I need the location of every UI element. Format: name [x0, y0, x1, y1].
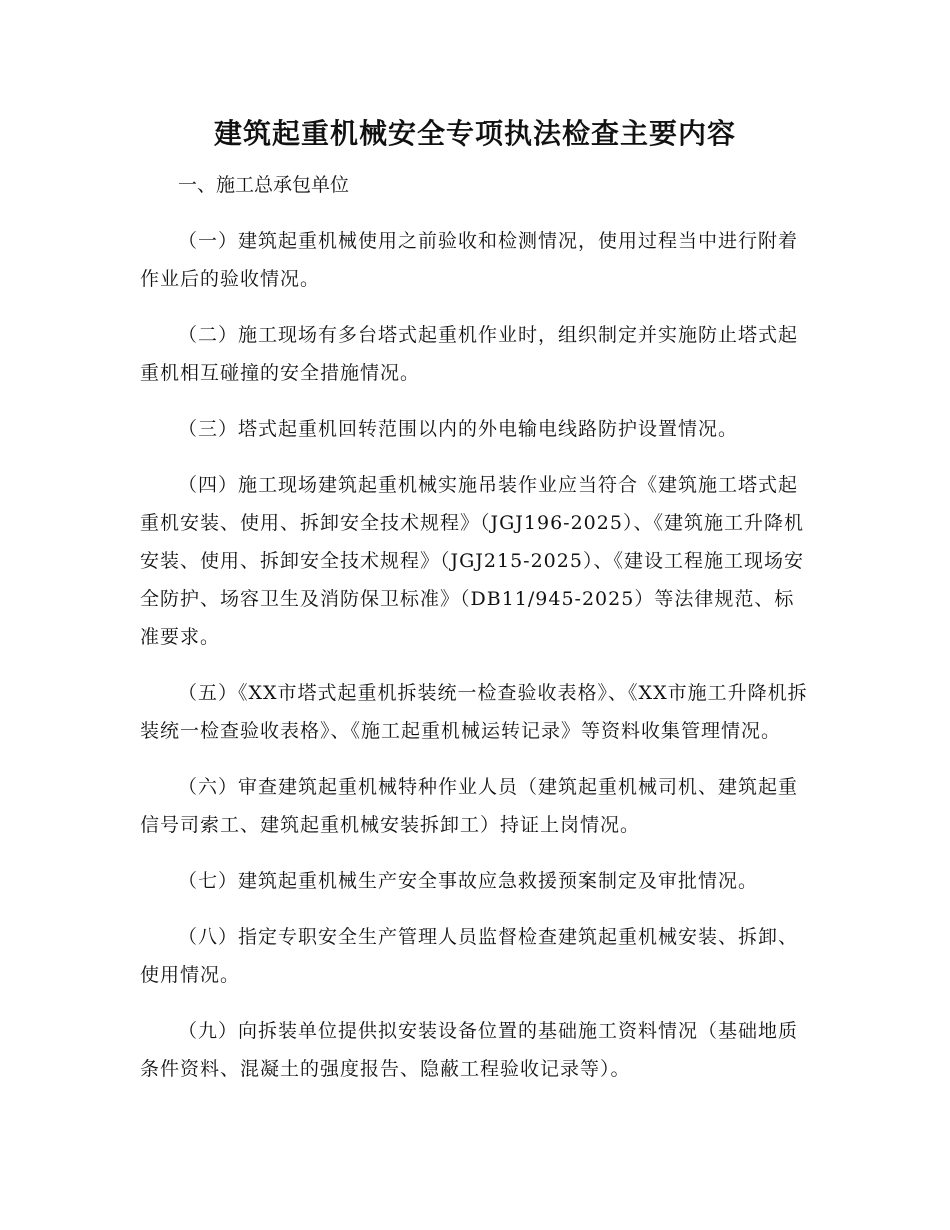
clause-4: （四）施工现场建筑起重机械实施吊装作业应当符合《建筑施工塔式起重机安装、使用、拆卸安全技术规程》（JGJ196-2025）、《建筑施工升降机安装、使用、拆卸安全技术规程》（JGJ215-2025）、《建设工程施工现场安全防护、场容卫生及消防保卫标准》（DB11/945-2025）等法律规范、标准要求。: [140, 474, 804, 648]
document-body: [140, 166, 810, 1088]
clause-6: （六）审查建筑起重机械特种作业人员（建筑起重机械司机、建筑起重信号司索工、建筑起重机械安装拆卸工）持证上岗情况。: [140, 776, 799, 836]
clause-1: （一）建筑起重机械使用之前验收和检测情况，使用过程当中进行附着作业后的验收情况。: [140, 230, 799, 290]
clause-7: （七）建筑起重机械生产安全事故应急救援预案制定及审批情况。: [178, 870, 759, 892]
clause-3: （三）塔式起重机回转范围以内的外电输电线路防护设置情况。: [178, 418, 739, 440]
clause-9: （九）向拆装单位提供拟安装设备位置的基础施工资料情况（基础地质条件资料、混凝土的强度报告、隐蔽工程验收记录等）。: [140, 1020, 799, 1080]
section-heading: 一、施工总承包单位: [178, 174, 350, 196]
clause-8: （八）指定专职安全生产管理人员监督检查建筑起重机械安装、拆卸、使用情况。: [140, 926, 799, 986]
clause-2: （二）施工现场有多台塔式起重机作业时，组织制定并实施防止塔式起重机相互碰撞的安全措施情况。: [140, 324, 799, 384]
document-title: 建筑起重机械安全专项执法检查主要内容: [213, 117, 736, 150]
clause-5: （五）《XX市塔式起重机拆装统一检查验收表格》、《XX市施工升降机拆装统一检查验收表格》、《施工起重机械运转记录》等资料收集管理情况。: [140, 682, 808, 742]
